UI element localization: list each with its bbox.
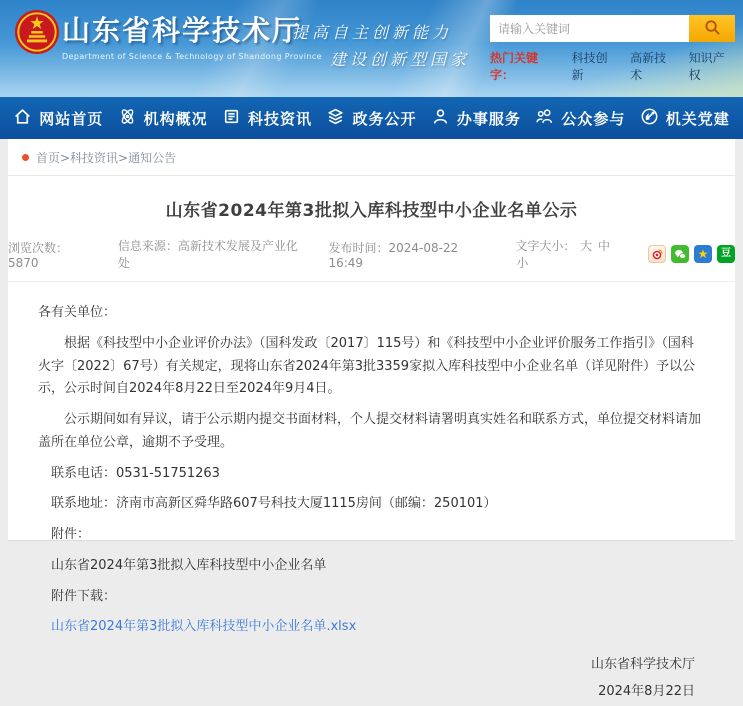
people-icon [535, 107, 554, 130]
fontsize-label: 文字大小： [515, 239, 576, 253]
home-icon [13, 107, 32, 130]
contact-address: 联系地址：济南市高新区舜华路607号科技大厦1115房间（邮编：250101） [51, 496, 497, 512]
wechat-share-icon[interactable] [671, 245, 689, 263]
national-emblem-logo [14, 9, 60, 59]
views-count: 5870 [8, 255, 39, 270]
attachment-name: 山东省2024年第3批拟入库科技型中小企业名单 [51, 557, 327, 573]
site-title: 山东省科学技术厅 [62, 14, 303, 47]
nav-label: 科技资讯 [248, 109, 313, 128]
nav-item-party[interactable] [640, 107, 730, 130]
nav-item-services[interactable] [431, 107, 521, 130]
fontsize-large-button[interactable]: 大 [580, 239, 593, 253]
hot-keyword-link[interactable]: 知识产权 [688, 51, 725, 82]
source-value: 高新技术发展及产业化处 [117, 239, 298, 270]
paragraph: 各有关单位： [38, 305, 117, 320]
paragraph: 根据《科技型中小企业评价办法》（国科发政〔2017〕115号）和《科技型中小企业评价服务工作指引》（国科火字〔2022〕67号）有关规定，现将山东省2024年第3批3359家拟入库科技型中小企业名单（详见附件）予以公示，公示时间自2024年8月22日至2024年9月4日。 [38, 335, 696, 397]
slogan [292, 20, 470, 70]
nav-label: 办事服务 [456, 109, 521, 128]
site-subtitle: Department of Science & Technology of Shandong Province [62, 51, 322, 61]
search-bar [490, 15, 735, 42]
attachment-label: 附件： [51, 527, 91, 542]
slogan-line2: 建设创新型国家 [330, 50, 471, 69]
hot-keyword-link[interactable]: 科技创新 [571, 51, 608, 82]
signature-block [8, 647, 735, 706]
contact-phone: 联系电话：0531-51751263 [51, 465, 220, 481]
nav-item-about[interactable] [118, 107, 208, 130]
site-branding [62, 16, 322, 61]
article-title: 山东省2024年第3批拟入库科技型中小企业名单公示 [165, 201, 578, 221]
breadcrumb-dot-icon [22, 154, 29, 161]
breadcrumb-path[interactable]: 首页>科技资讯>通知公告 [36, 151, 177, 165]
article-body [8, 282, 735, 639]
fontsize-meta [515, 237, 628, 271]
nav-label: 网站首页 [39, 109, 104, 128]
person-icon [431, 107, 450, 130]
source-label: 信息来源： [117, 239, 178, 253]
nav-item-gov-info[interactable] [326, 107, 416, 130]
attachment-download-link[interactable]: 山东省2024年第3批拟入库科技型中小企业名单.xlsx [51, 619, 357, 635]
search-input[interactable] [490, 15, 689, 42]
slogan-line1: 提高自主创新能力 [292, 23, 453, 42]
signature-org: 山东省科学技术厅 [590, 657, 695, 672]
search-icon [704, 19, 721, 39]
attachment-download-label: 附件下载： [51, 588, 117, 604]
signature-date: 2024年8月22日 [598, 684, 695, 700]
nav-label: 公众参与 [561, 109, 626, 128]
hot-keyword-link[interactable]: 高新技术 [630, 51, 667, 82]
nav-item-news[interactable] [222, 107, 312, 130]
views-meta [8, 239, 98, 270]
douban-share-icon[interactable]: 豆 [717, 245, 735, 263]
article-meta-row [8, 237, 735, 282]
time-value: 2024-08-22 16:49 [328, 240, 459, 270]
paragraph: 公示期间如有异议，请于公示期内提交书面材料，个人提交材料请署明真实姓名和联系方式，单位提交材料请加盖所在单位公章，逾期不予受理。 [38, 412, 702, 450]
search-button[interactable] [689, 15, 735, 42]
weibo-share-icon[interactable] [648, 245, 666, 263]
fontsize-small-button[interactable]: 小 [516, 256, 529, 270]
nav-label: 政务公开 [352, 109, 417, 128]
share-buttons [648, 245, 735, 263]
party-icon [640, 107, 659, 130]
source-meta [118, 237, 309, 271]
nav-item-home[interactable] [13, 107, 103, 130]
layers-icon [326, 107, 345, 130]
content-card [8, 139, 735, 700]
time-meta [328, 239, 495, 270]
views-label: 浏览次数： [8, 240, 69, 255]
hot-keywords-label: 热门关键字： [490, 51, 539, 82]
breadcrumb [8, 139, 735, 176]
main-nav [0, 97, 743, 139]
hot-keywords-row [490, 49, 735, 83]
time-label: 发布时间： [328, 240, 389, 255]
site-header [0, 0, 743, 97]
fontsize-medium-button[interactable]: 中 [598, 239, 611, 253]
nav-item-public[interactable] [535, 107, 625, 130]
atom-icon [118, 107, 137, 130]
newspaper-icon [222, 107, 241, 130]
qzone-share-icon[interactable]: ★ [694, 245, 712, 263]
nav-label: 机构概况 [143, 109, 208, 128]
nav-label: 机关党建 [665, 109, 730, 128]
